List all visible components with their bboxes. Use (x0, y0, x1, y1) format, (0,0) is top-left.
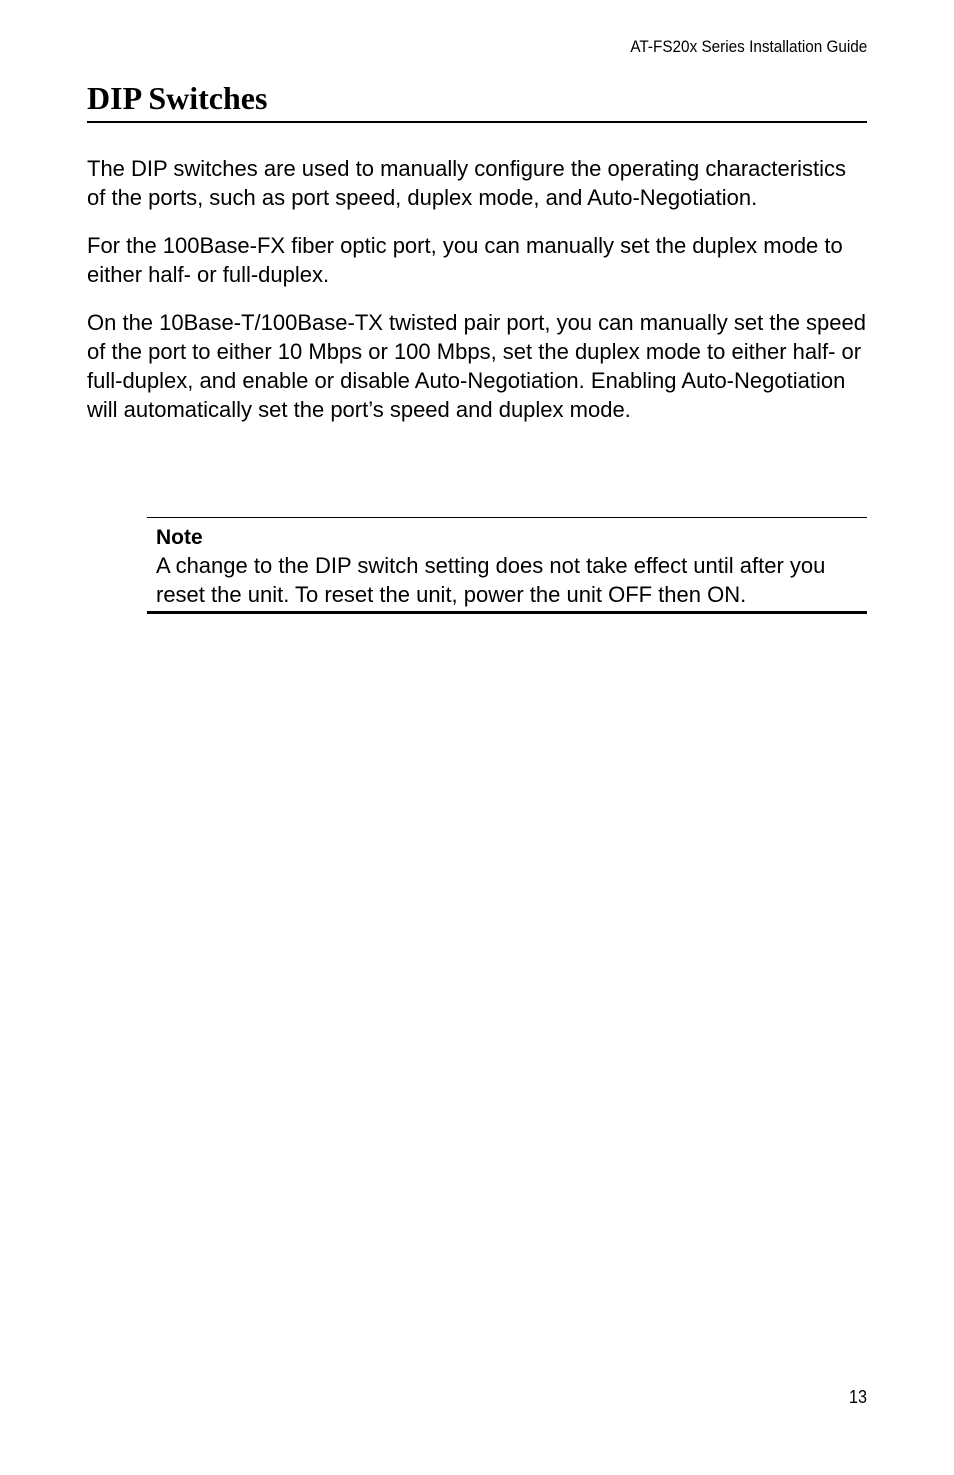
paragraph-fiber-port: For the 100Base-FX fiber optic port, you can manually set the duplex mode to either half- or full-duplex. (87, 233, 843, 287)
section-body (87, 154, 867, 443)
section-title: DIP Switches (87, 80, 268, 116)
title-rule (87, 121, 867, 123)
paragraph-twisted-pair-port: On the 10Base-T/100Base-TX twisted pair port, you can manually set the speed of the port to either 10 Mbps or 100 Mbps, set the duplex mode to either half- or full-duplex, and enable or disable Auto-Negotiation. Enabling Auto-Negotiation will automatically set the port’s speed and duplex mode. (87, 310, 866, 422)
note-text: A change to the DIP switch setting does not take effect until after you reset the unit. To reset the unit, power the unit OFF then ON. (156, 553, 826, 607)
note-box (147, 517, 867, 614)
note-label: Note (156, 526, 203, 549)
paragraph-intro: The DIP switches are used to manually configure the operating characteristics of the ports, such as port speed, duplex mode, and Auto-Negotiation. (87, 156, 846, 210)
running-header: AT-FS20x Series Installation Guide (630, 37, 867, 56)
page-number: 13 (848, 1387, 867, 1407)
